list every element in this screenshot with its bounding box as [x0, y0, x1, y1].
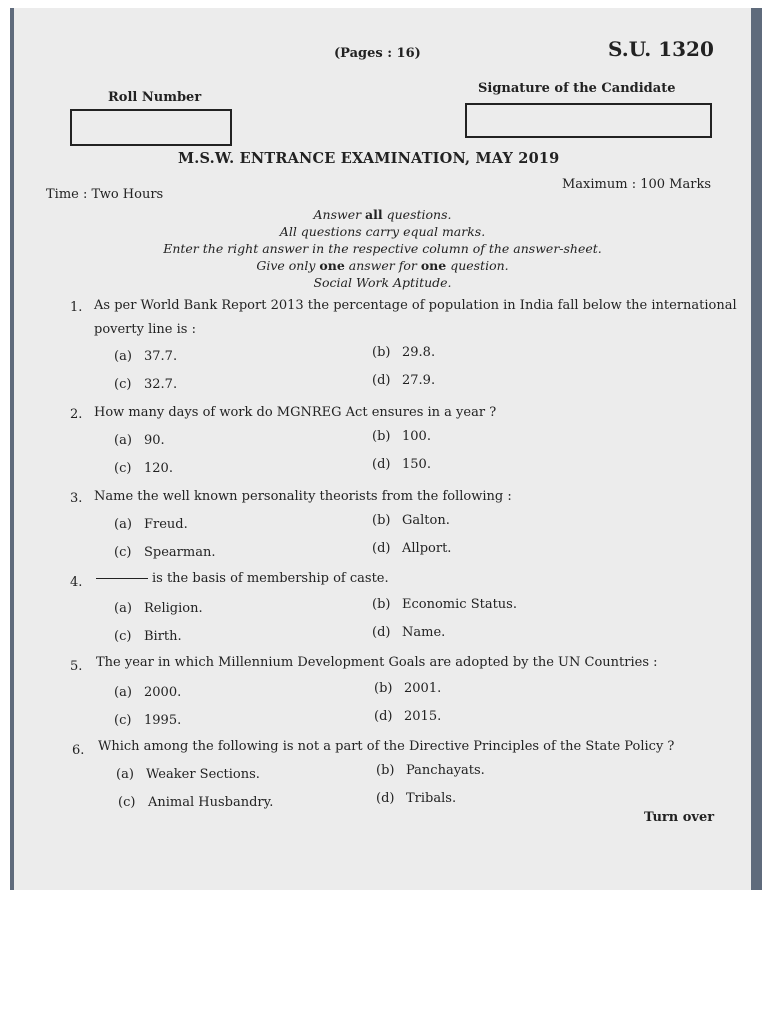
question-6-number: 6. [72, 743, 85, 758]
option-text: Spearman. [144, 545, 216, 560]
question-1-number: 1. [70, 300, 83, 315]
option-text: Birth. [144, 629, 182, 644]
question-5-option-d [374, 709, 441, 724]
option-label: (b) [372, 597, 391, 612]
question-5-option-c [114, 713, 181, 728]
option-label: (d) [372, 373, 391, 388]
question-3-option-b [372, 513, 450, 528]
question-4-text [96, 571, 389, 586]
question-1-option-c [114, 377, 177, 392]
option-text: 90. [144, 433, 165, 448]
option-text: Name. [402, 625, 446, 640]
question-2-option-b [372, 429, 431, 444]
option-label: (d) [372, 457, 391, 472]
option-text: 120. [144, 461, 173, 476]
option-label: (b) [372, 345, 391, 360]
option-label: (c) [118, 795, 136, 810]
option-label: (a) [114, 517, 132, 532]
option-text: Allport. [402, 541, 452, 556]
instruction-line-5: Social Work Aptitude. [313, 275, 452, 290]
question-6-text: Which among the following is not a part of the Directive Principles of the State Policy ? [98, 739, 675, 754]
question-3-text: Name the well known personality theorists from the following : [94, 489, 512, 504]
question-6-option-d [376, 791, 456, 806]
option-text: 32.7. [144, 377, 178, 392]
option-label: (d) [376, 791, 395, 806]
exam-time: Time : Two Hours [46, 187, 164, 202]
instruction-text: question. [446, 258, 509, 273]
instruction-emphasis: all [365, 207, 383, 222]
instruction-emphasis: one [420, 258, 447, 273]
question-2-option-c [114, 461, 173, 476]
instruction-line-1 [14, 207, 751, 222]
question-6-option-a [116, 767, 260, 782]
signature-label: Signature of the Candidate [478, 81, 676, 96]
instruction-line-3: Enter the right answer in the respective column of the answer-sheet. [163, 241, 602, 256]
question-2-option-a [114, 433, 165, 448]
option-text: Galton. [402, 513, 450, 528]
question-1-option-d [372, 373, 435, 388]
question-4-text-body: is the basis of membership of caste. [152, 571, 389, 586]
question-4-option-d [372, 625, 445, 640]
question-3-option-d [372, 541, 451, 556]
option-text: 150. [402, 457, 431, 472]
option-label: (b) [372, 513, 391, 528]
question-5-option-a [114, 685, 181, 700]
question-6-option-b [376, 763, 485, 778]
roll-number-box [70, 109, 232, 146]
option-text: 27.9. [402, 373, 436, 388]
paper-code: S.U. 1320 [608, 37, 714, 61]
option-label: (c) [114, 377, 132, 392]
option-label: (d) [374, 709, 393, 724]
option-label: (a) [114, 433, 132, 448]
fill-in-blank [96, 578, 148, 579]
instruction-line-4 [14, 258, 751, 273]
question-1-option-a [114, 349, 177, 364]
question-5-option-b [374, 681, 441, 696]
option-label: (b) [376, 763, 395, 778]
option-text: 2000. [144, 685, 182, 700]
question-5-text: The year in which Millennium Development Goals are adopted by the UN Countries : [96, 655, 658, 670]
option-text: 1995. [144, 713, 182, 728]
option-label: (c) [114, 629, 132, 644]
question-3-option-a [114, 517, 188, 532]
question-1-option-b [372, 345, 435, 360]
option-label: (d) [372, 541, 391, 556]
option-text: 2001. [404, 681, 442, 696]
option-text: Freud. [144, 517, 188, 532]
question-1-text: As per World Bank Report 2013 the percentage of population in India fall below the international [94, 298, 737, 313]
question-4-option-c [114, 629, 182, 644]
question-4-option-a [114, 601, 203, 616]
instruction-text: Answer [313, 207, 366, 222]
exam-paper [14, 8, 751, 890]
question-3-number: 3. [70, 491, 83, 506]
option-text: Tribals. [406, 791, 457, 806]
option-text: Panchayats. [406, 763, 485, 778]
question-5-number: 5. [70, 659, 83, 674]
option-label: (c) [114, 713, 132, 728]
option-text: Animal Husbandry. [148, 795, 274, 810]
scanned-page-background [10, 8, 762, 890]
instruction-text: answer for [344, 258, 421, 273]
instruction-line-2: All questions carry equal marks. [279, 224, 486, 239]
signature-box [465, 103, 712, 138]
option-label: (a) [114, 601, 132, 616]
option-label: (c) [114, 461, 132, 476]
option-label: (a) [114, 349, 132, 364]
instruction-emphasis: one [319, 258, 345, 273]
maximum-marks: Maximum : 100 Marks [562, 177, 711, 192]
question-4-option-b [372, 597, 517, 612]
turn-over-note: Turn over [644, 810, 715, 825]
instruction-text: questions. [382, 207, 452, 222]
option-text: Economic Status. [402, 597, 517, 612]
question-2-text: How many days of work do MGNREG Act ensures in a year ? [94, 405, 497, 420]
option-text: 100. [402, 429, 431, 444]
roll-number-label: Roll Number [108, 90, 202, 105]
option-label: (b) [372, 429, 391, 444]
option-label: (c) [114, 545, 132, 560]
instruction-text: Give only [256, 258, 320, 273]
question-4-number: 4. [70, 575, 83, 590]
option-label: (a) [114, 685, 132, 700]
option-label: (b) [374, 681, 393, 696]
question-2-option-d [372, 457, 431, 472]
option-label: (d) [372, 625, 391, 640]
option-text: 2015. [404, 709, 442, 724]
option-label: (a) [116, 767, 134, 782]
question-1-text-cont: poverty line is : [94, 322, 196, 337]
question-3-option-c [114, 545, 215, 560]
page-count: (Pages : 16) [334, 46, 421, 61]
option-text: Weaker Sections. [146, 767, 260, 782]
option-text: 29.8. [402, 345, 436, 360]
question-2-number: 2. [70, 407, 83, 422]
option-text: Religion. [144, 601, 203, 616]
option-text: 37.7. [144, 349, 178, 364]
exam-title: M.S.W. ENTRANCE EXAMINATION, MAY 2019 [178, 150, 560, 167]
question-6-option-c [118, 795, 273, 810]
